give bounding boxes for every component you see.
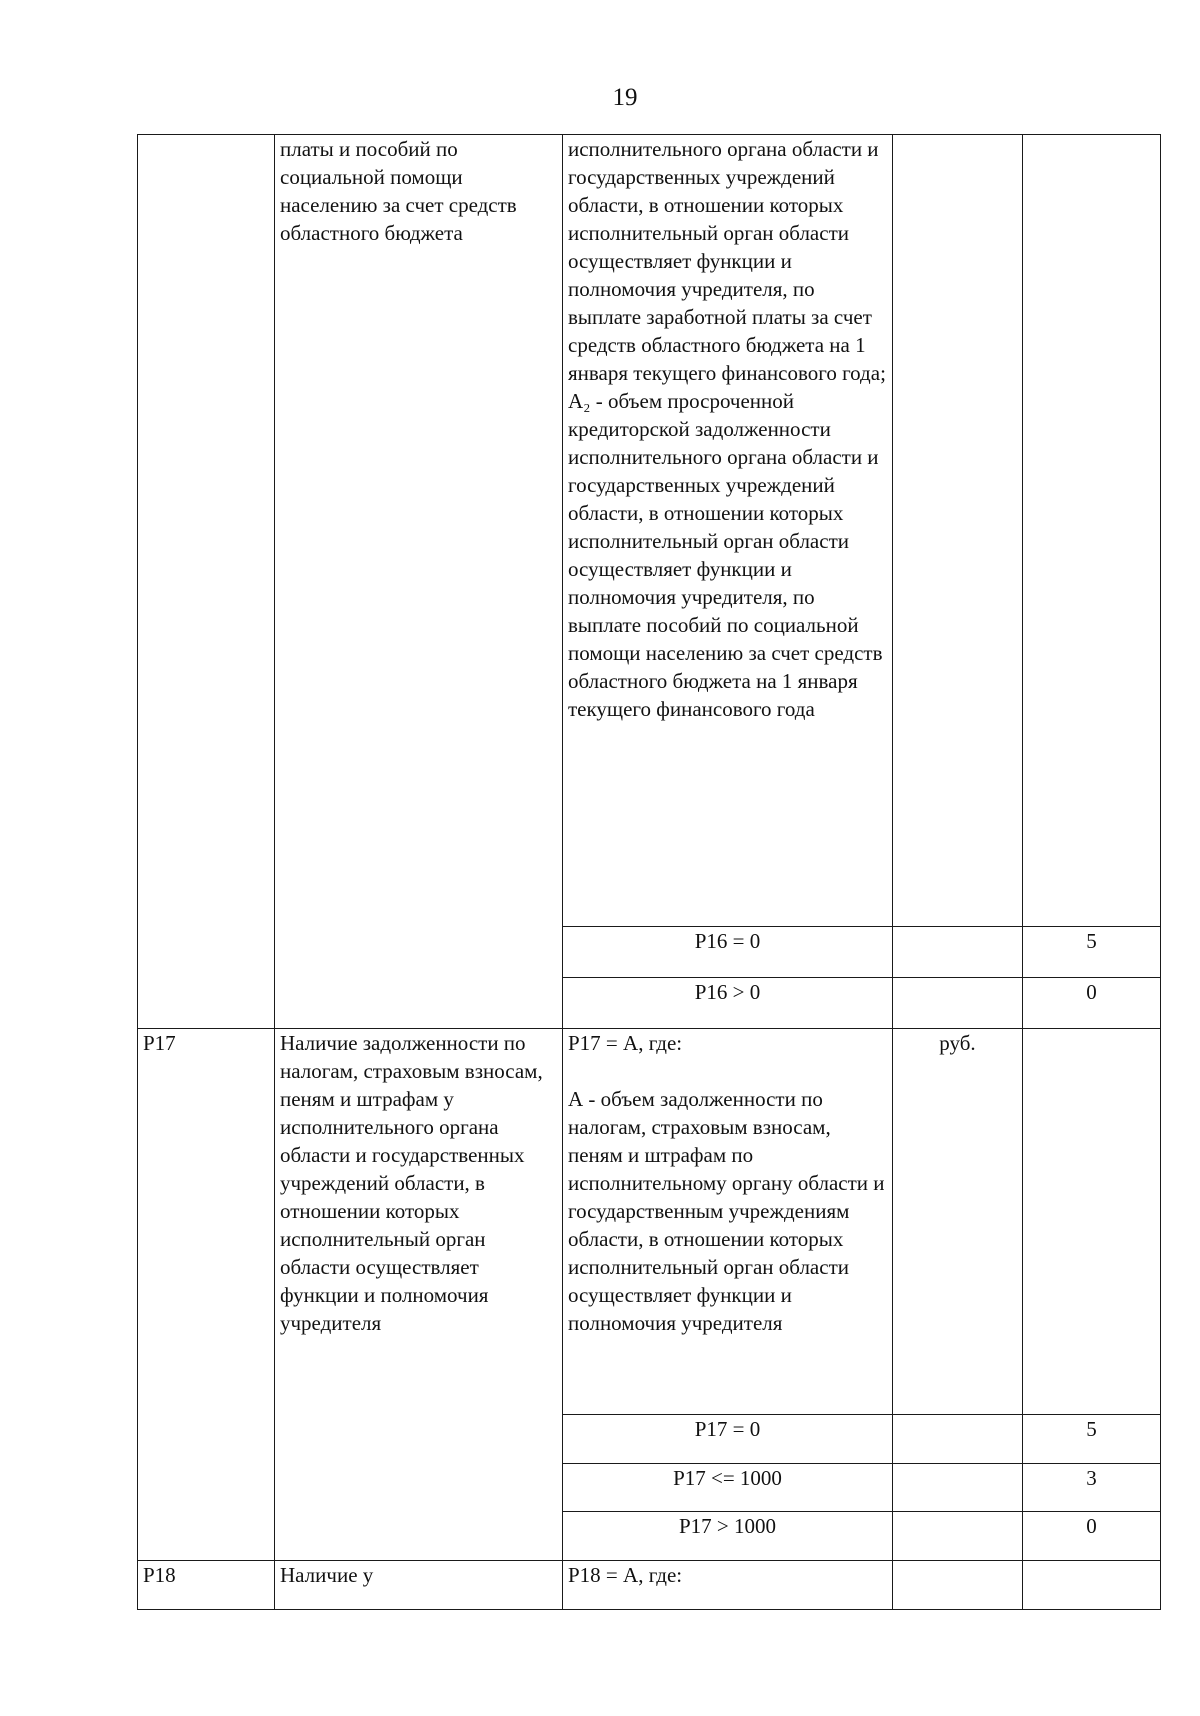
indicator-unit: руб.	[893, 1028, 1023, 1414]
indicator-table	[137, 134, 1161, 1610]
condition-cell: P17 = 0	[563, 1414, 893, 1463]
indicator-formula: P17 = А, где: А - объем задолженности по налогам, страховым взносам, пеням и штрафам по исполнительному органу области и государственным учреждениям области, в отношении которых исполнительный орган области осуществляет функции и полномочия учредителя	[563, 1028, 893, 1414]
indicator-formula: исполнительного органа области и государственных учреждений области, в отношении которых исполнительный орган области осуществляет функции и полномочия учредителя, по выплате заработной платы за счет средств областного бюджета на 1 января текущего финансового года; А₂ - объем просроченной кредиторской задолженности исполнительного органа области и государственных учреждений области, в отношении которых исполнительный орган области осуществляет функции и полномочия учредителя, по выплате пособий по социальной помощи населению за счет средств областного бюджета на 1 января текущего финансового года	[563, 135, 893, 927]
indicator-score	[1023, 1028, 1161, 1414]
condition-score: 5	[1023, 1414, 1161, 1463]
table-row	[138, 1561, 1161, 1610]
condition-cell: P16 > 0	[563, 978, 893, 1029]
condition-unit-cell	[893, 1463, 1023, 1512]
indicator-code: P17	[138, 1028, 275, 1560]
condition-score: 0	[1023, 1512, 1161, 1561]
indicator-formula: P18 = А, где:	[563, 1561, 893, 1610]
indicator-code	[138, 135, 275, 1029]
condition-unit-cell	[893, 1512, 1023, 1561]
condition-cell: P16 = 0	[563, 927, 893, 978]
indicator-unit	[893, 135, 1023, 927]
indicator-score	[1023, 135, 1161, 927]
indicator-score	[1023, 1561, 1161, 1610]
indicator-name: платы и пособий по социальной помощи населению за счет средств областного бюджета	[275, 135, 563, 1029]
condition-cell: P17 > 1000	[563, 1512, 893, 1561]
condition-score: 5	[1023, 927, 1161, 978]
indicator-code: P18	[138, 1561, 275, 1610]
condition-unit-cell	[893, 978, 1023, 1029]
indicator-name: Наличие задолженности по налогам, страховым взносам, пеням и штрафам у исполнительного органа области и государственных учреждений области, в отношении которых исполнительный орган области осуществляет функции и полномочия учредителя	[275, 1028, 563, 1560]
condition-unit-cell	[893, 927, 1023, 978]
table-row	[138, 135, 1161, 927]
page-number: 19	[612, 84, 638, 111]
indicator-name: Наличие у	[275, 1561, 563, 1610]
indicator-unit	[893, 1561, 1023, 1610]
condition-score: 3	[1023, 1463, 1161, 1512]
condition-cell: P17 <= 1000	[563, 1463, 893, 1512]
condition-score: 0	[1023, 978, 1161, 1029]
table-row	[138, 1028, 1161, 1414]
condition-unit-cell	[893, 1414, 1023, 1463]
